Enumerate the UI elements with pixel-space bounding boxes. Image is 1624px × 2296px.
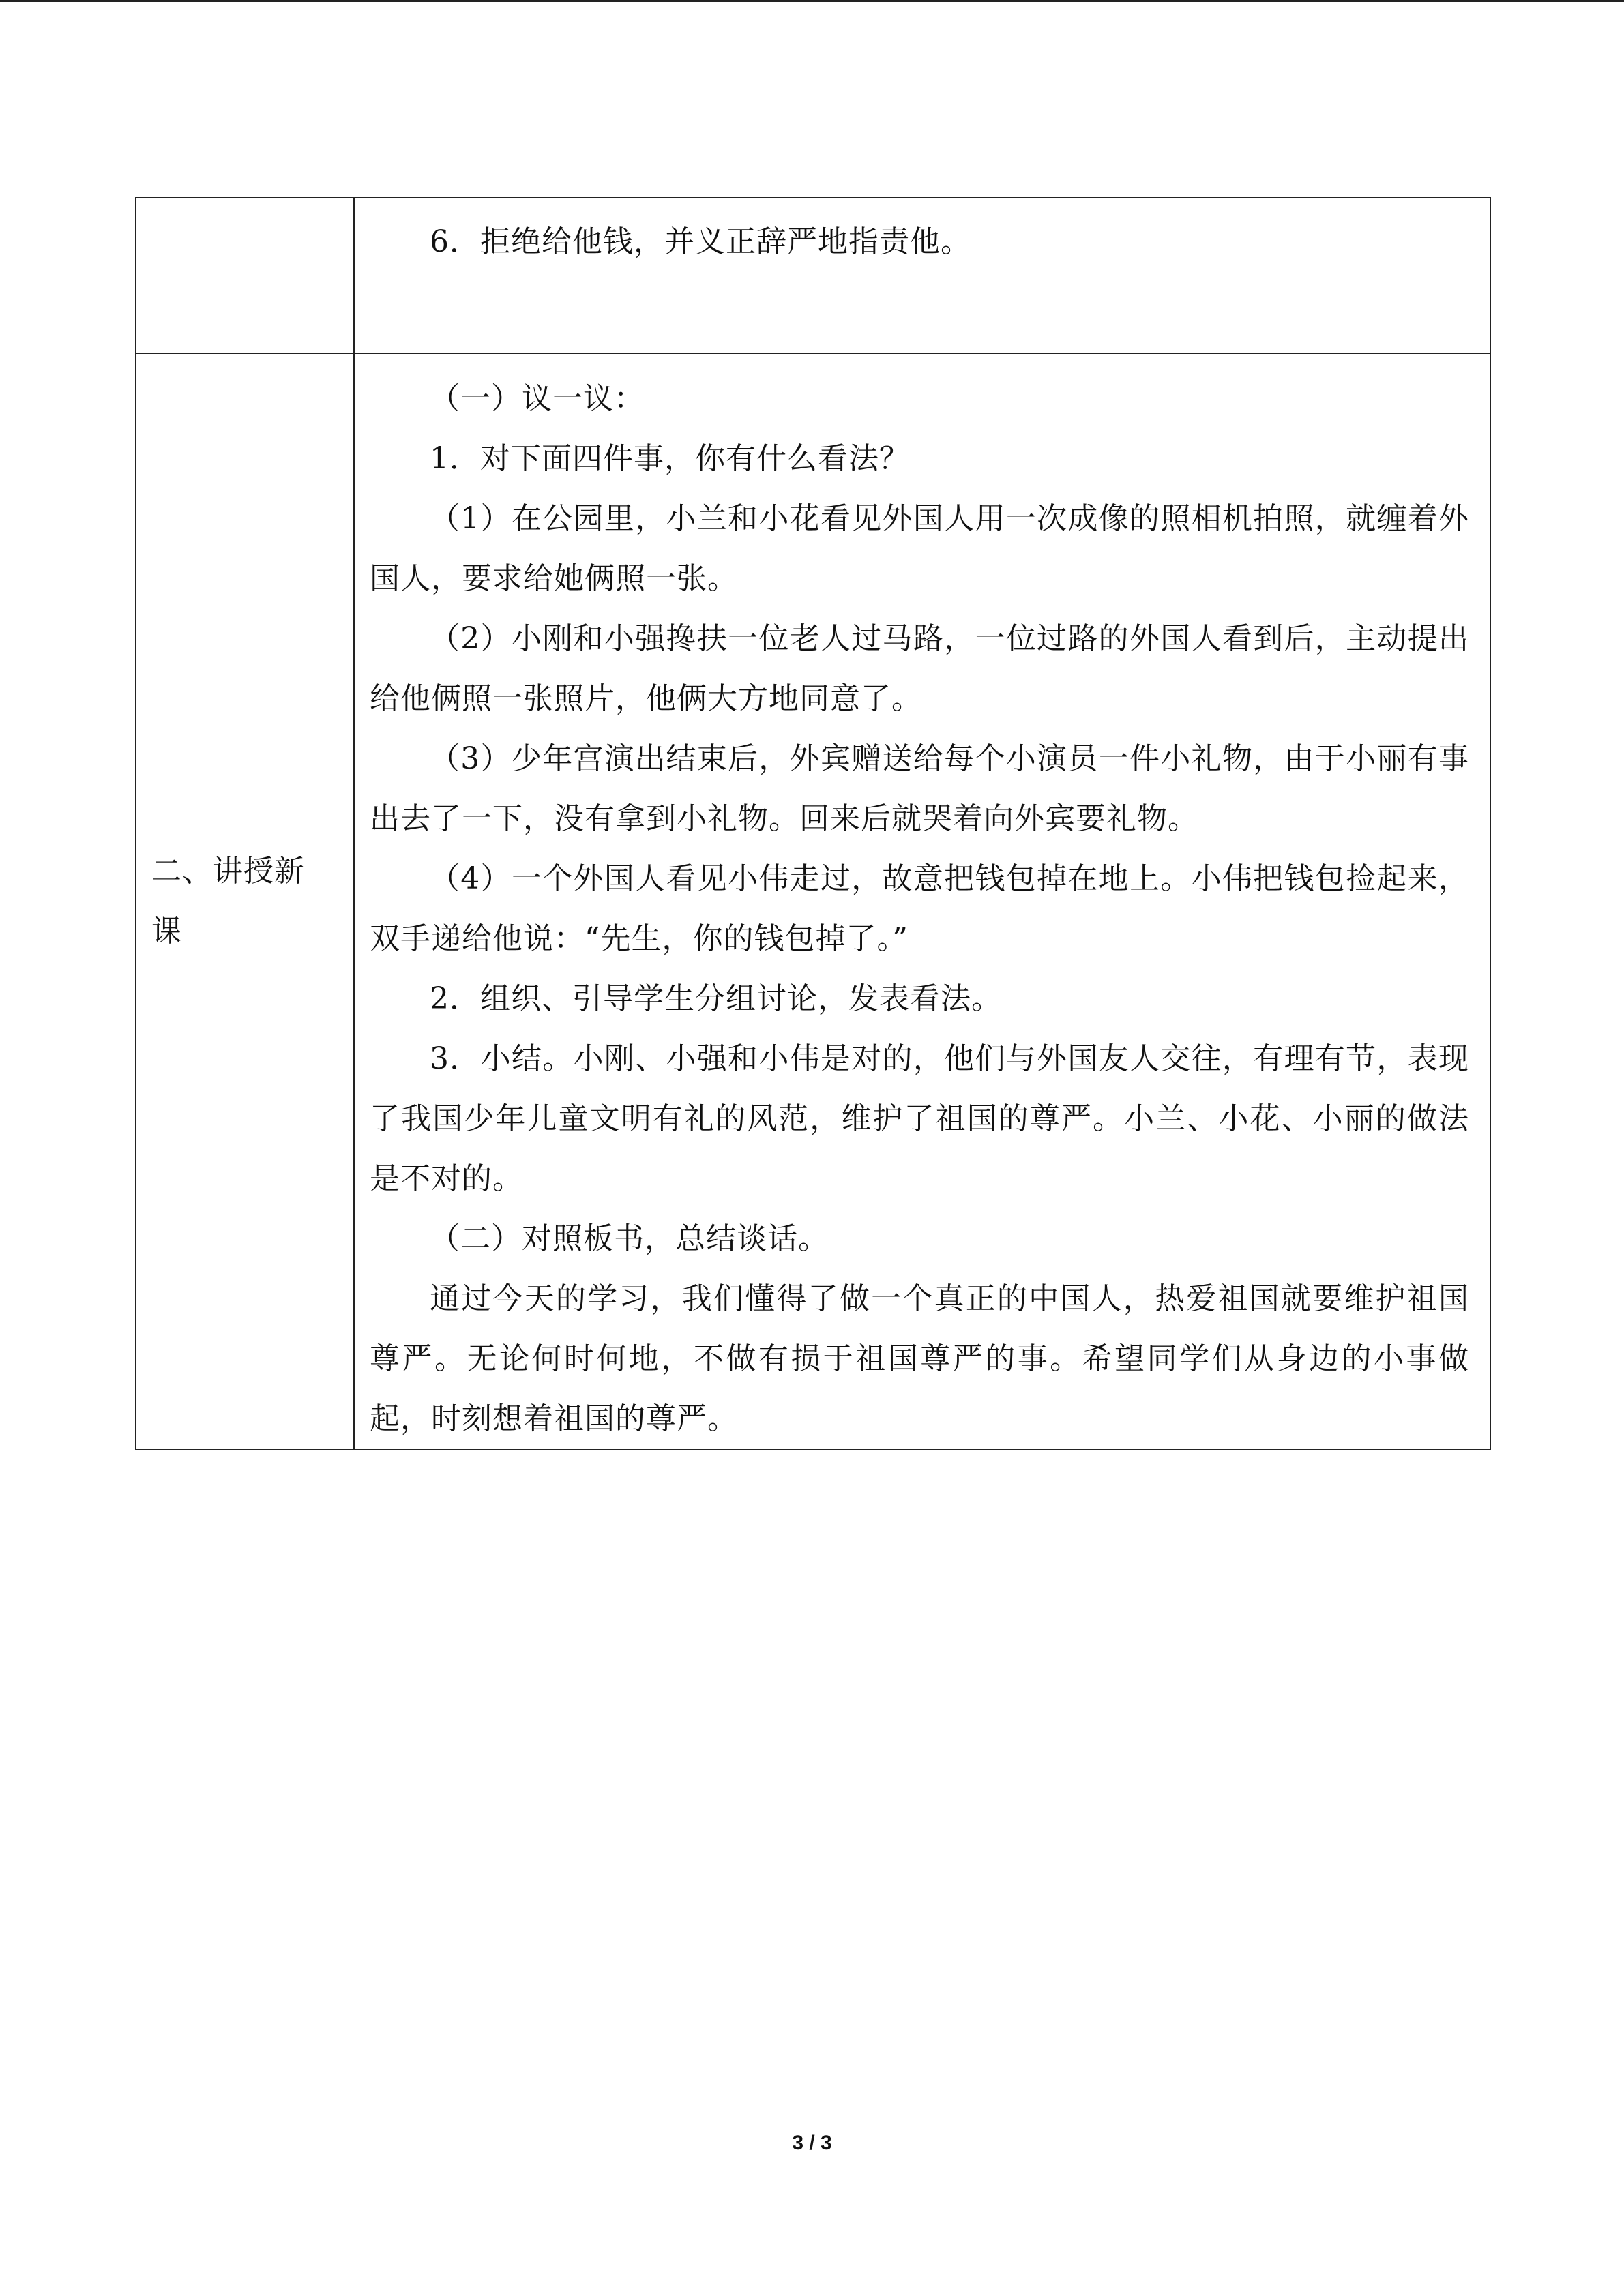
- section-label-cell: [136, 198, 354, 353]
- subsection-heading: （一）议一议：: [430, 381, 645, 416]
- content-cell: [354, 353, 1490, 1450]
- paragraph: （2）小刚和小强搀扶一位老人过马路，一位过路的外国人看到后，主动提出给他俩照一张照片，他俩大方地同意了。: [370, 621, 1469, 716]
- table-row: [136, 198, 1490, 353]
- paragraph: 6．拒绝给他钱，并义正辞严地指责他。: [430, 224, 971, 259]
- lesson-plan-table: [135, 197, 1491, 1450]
- paragraph: 3．小结。小刚、小强和小伟是对的，他们与外国友人交往，有理有节，表现了我国少年儿童文明有礼的风范，维护了祖国的尊严。小兰、小花、小丽的做法是不对的。: [370, 1041, 1469, 1196]
- page-number: 3 / 3: [792, 2132, 832, 2154]
- paragraph: 通过今天的学习，我们懂得了做一个真正的中国人，热爱祖国就要维护祖国尊严。无论何时何地，不做有损于祖国尊严的事。希望同学们从身边的小事做起，时刻想着祖国的尊严。: [370, 1281, 1469, 1436]
- section-label: 二、讲授新课: [151, 854, 305, 949]
- subsection-heading: （二）对照板书，总结谈话。: [430, 1221, 829, 1256]
- paragraph: 1．对下面四件事，你有什么看法？: [430, 441, 910, 476]
- page-top-border: [0, 0, 1624, 2]
- paragraph: （4）一个外国人看见小伟走过，故意把钱包掉在地上。小伟把钱包捡起来，双手递给他说：“先生，你的钱包掉了。”: [370, 861, 1469, 956]
- table-row: [136, 353, 1490, 1450]
- paragraph: （1）在公园里，小兰和小花看见外国人用一次成像的照相机拍照，就缠着外国人，要求给她俩照一张。: [370, 501, 1469, 596]
- section-label-cell: [136, 353, 354, 1450]
- paragraph: 2．组织、引导学生分组讨论，发表看法。: [430, 981, 1002, 1016]
- paragraph: （3）少年宫演出结束后，外宾赠送给每个小演员一件小礼物，由于小丽有事出去了一下，没有拿到小礼物。回来后就哭着向外宾要礼物。: [370, 741, 1469, 836]
- content-cell: [354, 198, 1490, 353]
